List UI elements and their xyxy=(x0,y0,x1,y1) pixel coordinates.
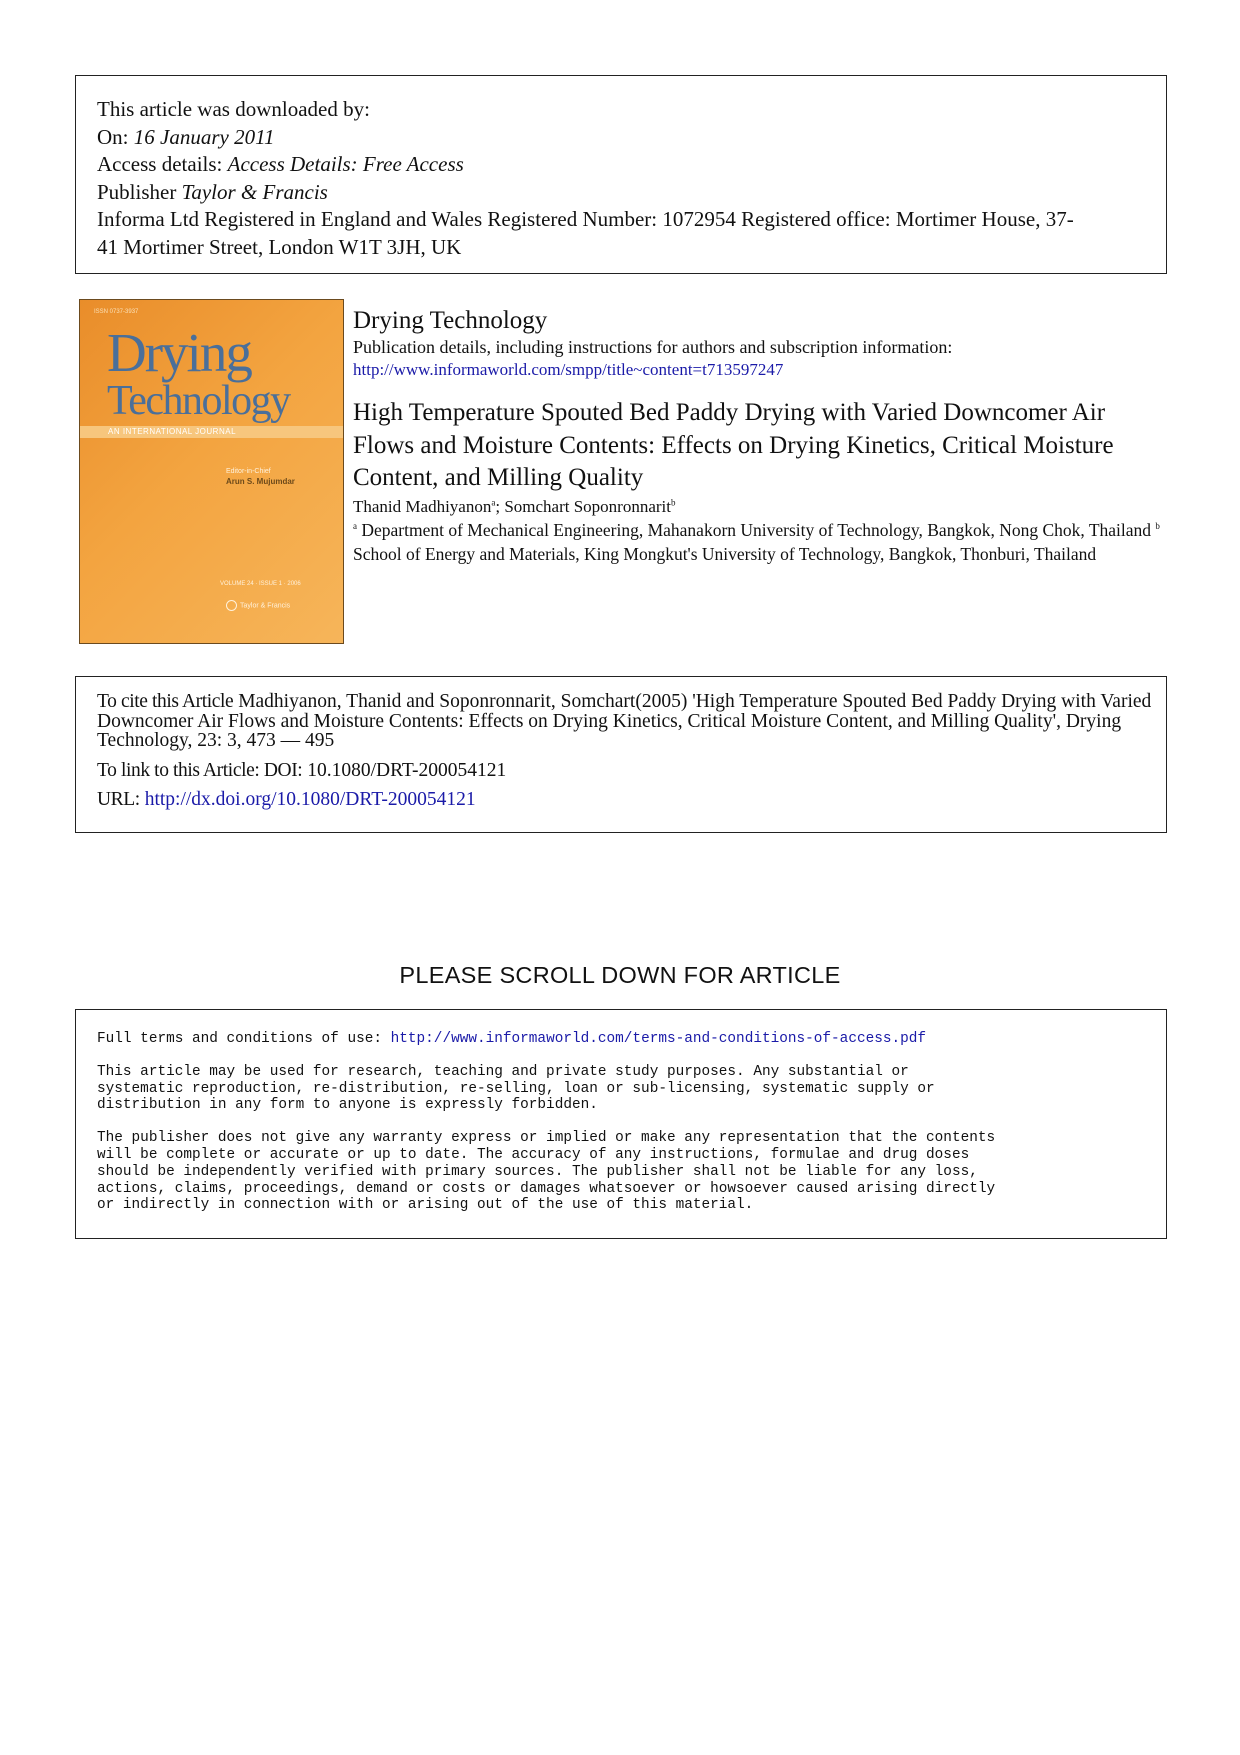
affil-b-sup: b xyxy=(1155,520,1160,531)
publisher-logo-icon xyxy=(226,600,237,611)
terms-box xyxy=(75,1009,1167,1239)
download-date-line xyxy=(97,124,1146,152)
informa-line-2: 41 Mortimer Street, London W1T 3JH, UK xyxy=(97,234,462,259)
downloaded-by-line: This article was downloaded by: xyxy=(97,97,370,121)
access-value: Access Details: Free Access xyxy=(227,152,464,176)
terms-line xyxy=(97,1031,1146,1048)
affil-b: School of Energy and Materials, King Mongkut's University of Technology, Bangkok, Thonburi, Thailand xyxy=(353,543,1097,564)
doi-value: 10.1080/DRT-200054121 xyxy=(302,759,507,781)
informa-line-1: Informa Ltd Registered in England and Wales Registered Number: 1072954 Registered office: Mortimer House, 37- xyxy=(97,207,1074,231)
publisher-value: Taylor & Francis xyxy=(181,179,328,204)
cover-publisher xyxy=(226,600,290,611)
author-2: Somchart Soponronnarit xyxy=(504,496,671,516)
journal-title: Drying Technology xyxy=(353,307,548,334)
affil-a: Department of Mechanical Engineering, Mahanakorn University of Technology, Bangkok, Nong Chok, Thailand xyxy=(357,519,1156,540)
publication-details: Publication details, including instructions for authors and subscription information: xyxy=(353,337,953,357)
affiliations xyxy=(353,518,1165,566)
citation-body: Madhiyanon, Thanid and Soponronnarit, Somchart(2005) 'High Temperature Spouted Bed Paddy Drying with Varied Downcomer Air Flows and Moisture Contents: Effects on Drying Kinetics, Critical Moisture Content, and Milling Quality', Drying Technology, 23: 3, 473 — 495 xyxy=(97,691,1152,751)
doi-line xyxy=(97,760,1146,782)
access-label: Access details: xyxy=(97,152,223,176)
url-label: URL: xyxy=(97,788,140,810)
affil-a-sup: a xyxy=(353,520,357,531)
publisher-label: Publisher xyxy=(97,179,177,204)
cover-editor-name: Arun S. Mujumdar xyxy=(226,477,295,486)
cover-title-word2: Technology xyxy=(107,378,290,424)
cover-subtitle: AN INTERNATIONAL JOURNAL xyxy=(108,427,237,436)
url-line xyxy=(97,789,1146,811)
doi-url-link[interactable]: http://dx.doi.org/10.1080/DRT-200054121 xyxy=(144,788,476,810)
terms-paragraph-2: The publisher does not give any warranty express or implied or make any representation that the contents will be complete or accurate or up to date. The accuracy of any instructions, formulae and drug doses should be independently verified with primary sources. The publisher shall not be liable for any loss, actions, claims, proceedings, demand or costs or damages whatsoever or howsoever caused arising directly or indirectly in connection with or arising out of the use of this material. xyxy=(97,1130,996,1214)
cover-subtitle-band xyxy=(80,426,343,438)
doi-label: To link to this Article: DOI: xyxy=(97,759,303,781)
cover-title-word1: Drying xyxy=(107,322,251,383)
access-details-line xyxy=(97,151,1146,179)
cover-publisher-text: Taylor & Francis xyxy=(240,602,291,610)
on-label: On: xyxy=(97,124,129,149)
cover-editor-label: Editor-in-Chief xyxy=(226,468,271,475)
citation-text xyxy=(97,692,1157,751)
publisher-line xyxy=(97,179,1146,207)
download-info-box xyxy=(75,75,1167,274)
scroll-notice: PLEASE SCROLL DOWN FOR ARTICLE xyxy=(399,962,841,988)
author-1: Thanid Madhiyanon xyxy=(353,496,492,516)
download-date: 16 January 2011 xyxy=(133,124,275,149)
article-info xyxy=(353,306,1168,566)
cover-issn: ISSN 0737-3937 xyxy=(94,309,139,315)
cover-volume: VOLUME 24 · ISSUE 1 · 2006 xyxy=(220,581,301,587)
terms-url-link[interactable]: http://www.informaworld.com/terms-and-conditions-of-access.pdf xyxy=(390,1031,927,1047)
terms-paragraph-1: This article may be used for research, teaching and private study purposes. Any substantial or systematic reproduction, re-distribution, re-selling, loan or sub-licensing, systematic supply or distribution in any form to anyone is expressly forbidden. xyxy=(97,1063,935,1114)
citation-box xyxy=(75,676,1167,833)
terms-label: Full terms and conditions of use: xyxy=(97,1031,391,1047)
author-2-sup: b xyxy=(671,496,676,507)
article-title: High Temperature Spouted Bed Paddy Drying with Varied Downcomer Air Flows and Moisture Contents: Effects on Drying Kinetics, Critical Moisture Content, and Milling Quality xyxy=(353,399,1114,491)
author-separator: ; xyxy=(495,496,505,516)
cite-label: To cite this Article xyxy=(97,691,234,712)
authors-line xyxy=(353,496,1168,518)
journal-cover-image xyxy=(79,299,344,644)
journal-url-link[interactable]: http://www.informaworld.com/smpp/title~content=t713597247 xyxy=(353,360,784,379)
author-1-sup: a xyxy=(491,496,496,507)
